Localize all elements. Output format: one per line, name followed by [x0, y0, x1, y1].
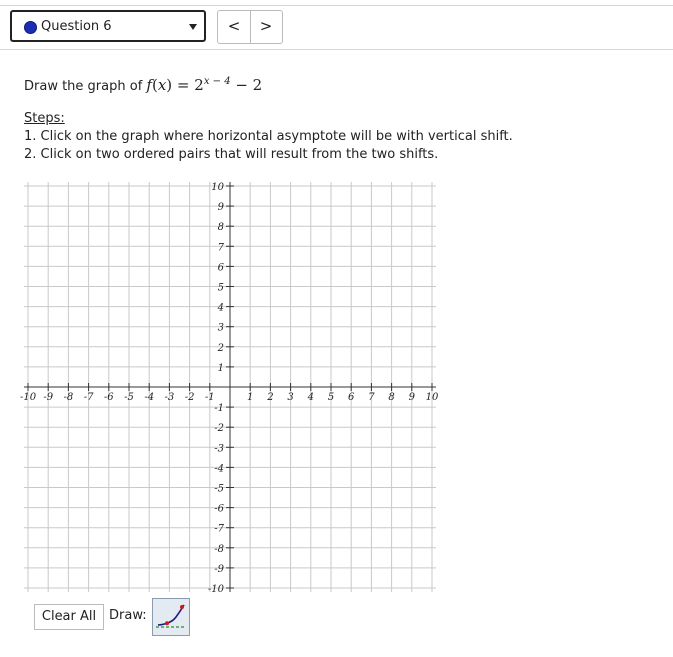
y-tick-label: -1 [214, 403, 224, 415]
y-tick-label: 1 [217, 362, 224, 374]
y-tick-label: 3 [217, 322, 224, 334]
top-divider [0, 5, 673, 6]
x-tick-label: 6 [348, 392, 355, 403]
x-tick-label: 4 [307, 392, 314, 403]
steps-heading: Steps: [24, 111, 65, 126]
next-question-button[interactable]: > [259, 17, 273, 35]
y-tick-label: 6 [217, 262, 224, 274]
x-tick-label: 1 [247, 392, 254, 403]
x-tick-label: 3 [287, 392, 294, 403]
y-tick-label: -7 [214, 523, 224, 535]
x-tick-label: -6 [103, 392, 114, 403]
question-nav [217, 10, 283, 44]
y-tick-label: -8 [214, 543, 224, 555]
x-tick-label: 5 [327, 392, 335, 403]
x-tick-label: 10 [425, 392, 439, 403]
steps-section [24, 110, 513, 164]
y-tick-label: -9 [214, 563, 224, 575]
function-expression: $f(x) = 2^{x - 4} - 2$ [146, 76, 263, 94]
question-select[interactable] [10, 10, 206, 42]
y-tick-label: 7 [217, 242, 224, 254]
clear-all-button[interactable]: Clear All [34, 604, 104, 630]
header-divider [0, 49, 673, 50]
x-tick-label: 8 [388, 392, 395, 403]
x-tick-label: -3 [164, 392, 175, 403]
y-tick-label: -6 [214, 503, 224, 515]
x-tick-label: -7 [83, 392, 94, 403]
y-tick-label: 8 [217, 222, 224, 234]
y-tick-label: 2 [217, 342, 224, 354]
step-2: 2. Click on two ordered pairs that will result from the two shifts. [24, 147, 439, 162]
x-tick-label: 9 [408, 392, 415, 403]
question-prompt [24, 76, 262, 94]
y-tick-label: 10 [211, 182, 224, 193]
y-tick-label: -10 [207, 584, 224, 595]
y-tick-label: 9 [217, 202, 224, 214]
y-tick-label: -4 [214, 463, 224, 475]
x-tick-label: -4 [144, 392, 155, 403]
x-tick-label: 7 [368, 392, 375, 403]
x-tick-label: -9 [43, 392, 54, 403]
step-1: 1. Click on the graph where horizontal asymptote will be with vertical shift. [24, 129, 513, 144]
x-tick-label: -8 [63, 392, 74, 403]
x-tick-label: -2 [184, 392, 195, 403]
x-tick-label: -10 [20, 392, 37, 403]
chevron-down-icon [189, 24, 197, 30]
prompt-lead: Draw the graph of [24, 79, 147, 94]
previous-question-button[interactable]: < [218, 11, 251, 43]
y-tick-label: -2 [214, 423, 224, 435]
exponential-curve-icon[interactable] [152, 598, 190, 636]
y-tick-label: -3 [214, 443, 224, 455]
question-select-label: Question 6 [41, 19, 112, 34]
y-tick-label: 4 [217, 302, 224, 314]
y-tick-label: -5 [214, 483, 224, 495]
x-tick-label: 2 [267, 392, 274, 403]
y-tick-label: 5 [217, 282, 224, 294]
question-status-dot [24, 21, 37, 34]
coordinate-grid[interactable] [20, 180, 440, 598]
draw-label: Draw: [109, 608, 147, 623]
x-tick-label: -5 [124, 392, 134, 403]
x-tick-label: -1 [204, 392, 215, 403]
